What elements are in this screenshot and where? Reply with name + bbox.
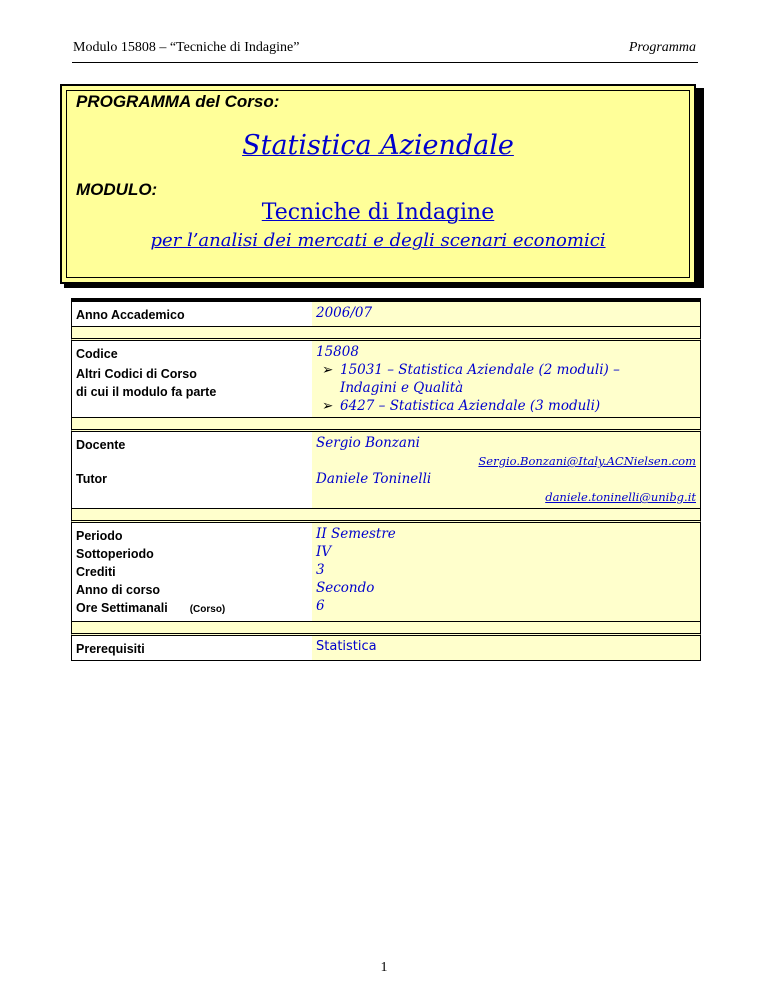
anno-accademico-value: 2006/07 bbox=[312, 302, 700, 326]
docente-tutor-labels bbox=[72, 432, 312, 508]
row-periodo bbox=[71, 523, 701, 622]
row-prerequisiti bbox=[71, 636, 701, 661]
periodo-value: II Semestre bbox=[316, 526, 396, 542]
altri-codici-item bbox=[316, 361, 696, 379]
row-spacer bbox=[71, 622, 701, 636]
program-label: PROGRAMMA del Corso: bbox=[76, 92, 280, 111]
altri-codici-item-text: Indagini e Qualità bbox=[340, 380, 464, 396]
title-box bbox=[60, 84, 696, 284]
altri-codici-label-1: Altri Codici di Corso bbox=[76, 367, 197, 381]
module-subtitle: per l’analisi dei mercati e degli scenari economici bbox=[150, 230, 606, 251]
ore-settimanali-label-group bbox=[76, 599, 308, 619]
row-spacer bbox=[71, 418, 701, 432]
ore-settimanali-label: Ore Settimanali bbox=[76, 601, 168, 615]
course-title: Statistica Aziendale bbox=[242, 130, 514, 161]
periodo-label: Periodo bbox=[76, 529, 123, 543]
altri-codici-item bbox=[316, 397, 696, 415]
altri-codici-item-text: 15031 – Statistica Aziendale (2 moduli) – bbox=[340, 362, 620, 378]
row-codice bbox=[71, 341, 701, 418]
module-title: Tecniche di Indagine bbox=[261, 200, 495, 225]
anno-di-corso-label: Anno di corso bbox=[76, 583, 161, 597]
codice-value: 15808 bbox=[316, 344, 359, 360]
module-label: MODULO: bbox=[76, 180, 158, 199]
header-left: Modulo 15808 – “Tecniche di Indagine” bbox=[73, 40, 300, 55]
docente-tutor-values bbox=[312, 432, 700, 508]
header-rule bbox=[72, 62, 698, 63]
row-spacer bbox=[71, 509, 701, 523]
codice-label: Codice bbox=[76, 347, 118, 361]
docente-label: Docente bbox=[76, 438, 126, 452]
periodo-labels bbox=[72, 523, 312, 621]
anno-accademico-label: Anno Accademico bbox=[72, 302, 312, 326]
sottoperiodo-value: IV bbox=[316, 544, 332, 560]
crediti-value: 3 bbox=[316, 562, 325, 578]
prerequisiti-value: Statistica bbox=[312, 636, 700, 660]
docente-email-link[interactable]: Sergio.Bonzani@Italy.ACNielsen.com bbox=[478, 454, 696, 468]
ore-settimanali-note: (Corso) bbox=[189, 604, 226, 615]
page-number: 1 bbox=[380, 960, 388, 975]
row-docente-tutor bbox=[71, 432, 701, 509]
codice-labels bbox=[72, 341, 312, 417]
tutor-name: Daniele Toninelli bbox=[316, 471, 432, 487]
arrow-bullet-icon: ➢ bbox=[322, 398, 334, 414]
altri-codici-item-text: 6427 – Statistica Aziendale (3 moduli) bbox=[340, 398, 601, 414]
periodo-values bbox=[312, 523, 700, 621]
codice-values bbox=[312, 341, 700, 417]
row-spacer bbox=[71, 327, 701, 341]
row-anno-accademico bbox=[71, 302, 701, 327]
docente-name: Sergio Bonzani bbox=[316, 435, 420, 451]
course-info-table bbox=[71, 298, 701, 661]
crediti-label: Crediti bbox=[76, 565, 116, 579]
tutor-email-link[interactable]: daniele.toninelli@unibg.it bbox=[545, 490, 696, 504]
tutor-label: Tutor bbox=[76, 472, 108, 486]
header-right: Programma bbox=[628, 40, 696, 55]
arrow-bullet-icon: ➢ bbox=[322, 362, 334, 378]
altri-codici-label-2: di cui il modulo fa parte bbox=[76, 385, 217, 399]
altri-codici-item-continuation bbox=[316, 379, 696, 397]
prerequisiti-label: Prerequisiti bbox=[72, 636, 312, 660]
anno-di-corso-value: Secondo bbox=[316, 580, 375, 596]
sottoperiodo-label: Sottoperiodo bbox=[76, 547, 154, 561]
ore-settimanali-value: 6 bbox=[316, 598, 325, 614]
